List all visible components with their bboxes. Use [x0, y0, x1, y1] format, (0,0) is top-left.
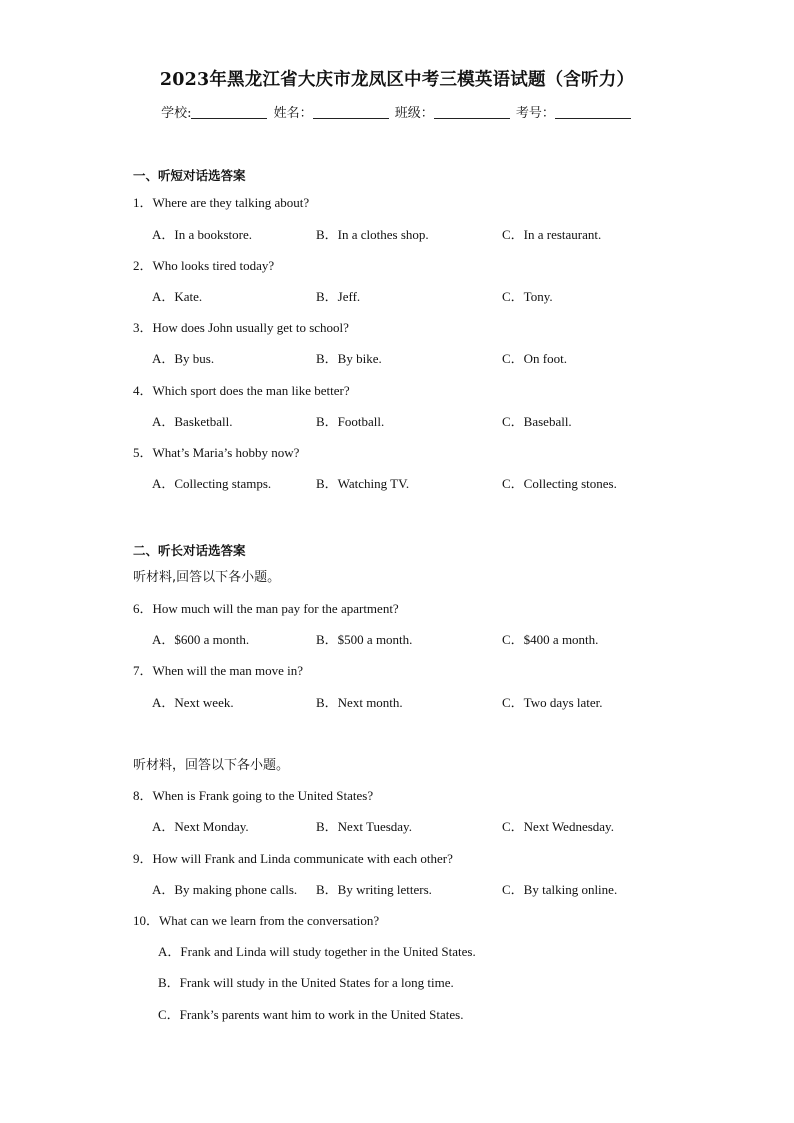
- q1-option-c[interactable]: C．In a restaurant.: [502, 227, 602, 242]
- q10-option-a[interactable]: A．Frank and Linda will study together in the United States.: [158, 944, 476, 959]
- q2-option-a[interactable]: A．Kate.: [152, 289, 203, 304]
- q4-option-c[interactable]: C．Baseball.: [502, 414, 572, 429]
- section1-heading: 一、听短对话选答案: [133, 168, 246, 183]
- q6-option-b[interactable]: B．$500 a month.: [316, 632, 413, 647]
- q6-option-c[interactable]: C．$400 a month.: [502, 632, 599, 647]
- class-label: 班级：: [394, 106, 434, 121]
- question-4: 4．Which sport does the man like better?: [133, 383, 350, 398]
- number-label: 考号：: [515, 106, 555, 121]
- q7-option-b[interactable]: B．Next month.: [316, 695, 403, 710]
- question-1: 1．Where are they talking about?: [133, 195, 310, 210]
- page-title: 2023年黑龙江省大庆市龙凤区中考三模英语试题（含听力）: [159, 70, 635, 90]
- question-7: 7．When will the man move in?: [133, 663, 304, 678]
- q7-option-a[interactable]: A．Next week.: [152, 695, 234, 710]
- question-10: 10．What can we learn from the conversation?: [133, 913, 380, 928]
- question-9: 9．How will Frank and Linda communicate with each other?: [133, 851, 453, 866]
- school-blank[interactable]: [191, 105, 267, 119]
- q8-option-a[interactable]: A．Next Monday.: [152, 819, 249, 834]
- q1-option-a[interactable]: A．In a bookstore.: [152, 227, 253, 242]
- q10-option-c[interactable]: C．Frank’s parents want him to work in the United States.: [158, 1007, 464, 1022]
- section2-heading: 二、听长对话选答案: [133, 543, 246, 558]
- school-label: 学校:: [161, 106, 192, 121]
- q7-option-c[interactable]: C．Two days later.: [502, 695, 603, 710]
- q2-option-b[interactable]: B．Jeff.: [316, 289, 361, 304]
- instruction-2: 听材料，回答以下各小题。: [133, 758, 290, 773]
- q5-option-c[interactable]: C．Collecting stones.: [502, 476, 617, 491]
- q8-option-c[interactable]: C．Next Wednesday.: [502, 819, 614, 834]
- q4-option-b[interactable]: B．Football.: [316, 414, 385, 429]
- q9-option-c[interactable]: C．By talking online.: [502, 882, 618, 897]
- q6-option-a[interactable]: A．$600 a month.: [152, 632, 250, 647]
- q2-option-c[interactable]: C．Tony.: [502, 289, 553, 304]
- q4-option-a[interactable]: A．Basketball.: [152, 414, 233, 429]
- q5-option-a[interactable]: A．Collecting stamps.: [152, 476, 272, 491]
- class-blank[interactable]: [434, 105, 510, 119]
- q1-option-b[interactable]: B．In a clothes shop.: [316, 227, 429, 242]
- question-5: 5．What’s Maria’s hobby now?: [133, 445, 300, 460]
- q9-option-b[interactable]: B．By writing letters.: [316, 882, 432, 897]
- q3-option-a[interactable]: A．By bus.: [152, 351, 215, 366]
- q9-option-a[interactable]: A．By making phone calls.: [152, 882, 298, 897]
- number-blank[interactable]: [555, 105, 631, 119]
- question-8: 8．When is Frank going to the United States?: [133, 788, 374, 803]
- instruction-1: 听材料,回答以下各小题。: [133, 570, 281, 585]
- name-label: 姓名：: [273, 106, 313, 121]
- question-2: 2．Who looks tired today?: [133, 258, 275, 273]
- question-6: 6．How much will the man pay for the apartment?: [133, 601, 399, 616]
- q3-option-c[interactable]: C．On foot.: [502, 351, 568, 366]
- q5-option-b[interactable]: B．Watching TV.: [316, 476, 410, 491]
- q10-option-b[interactable]: B．Frank will study in the United States for a long time.: [158, 975, 454, 990]
- question-3: 3．How does John usually get to school?: [133, 320, 349, 335]
- student-info-line: [0, 102, 794, 121]
- q3-option-b[interactable]: B．By bike.: [316, 351, 382, 366]
- q8-option-b[interactable]: B．Next Tuesday.: [316, 819, 412, 834]
- name-blank[interactable]: [313, 105, 389, 119]
